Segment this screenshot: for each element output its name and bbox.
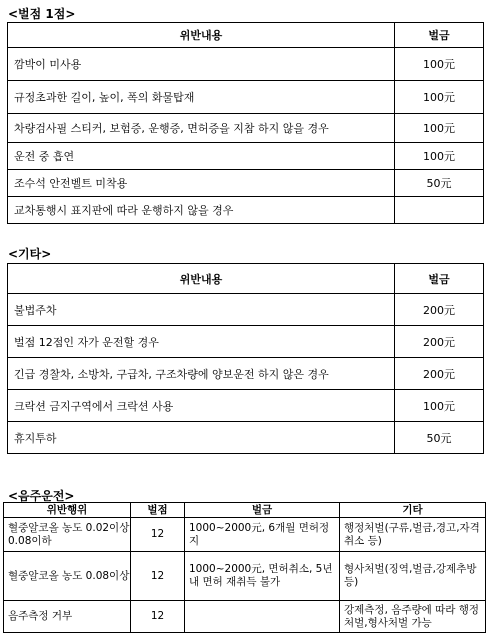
table-penalty-1 <box>7 22 484 224</box>
row-content: 벌점 12점인 자가 운전할 경우 <box>8 326 395 358</box>
section-title-other: <기타> <box>8 247 52 261</box>
row-content: 휴지투하 <box>8 422 395 454</box>
row-content: 깜박이 미사용 <box>8 48 395 81</box>
row-other: 형사처벌(징역,벌금,강제추방 등) <box>340 552 486 601</box>
header-violation: 위반내용 <box>8 23 395 48</box>
row-fine <box>185 601 340 633</box>
header-fine: 벌금 <box>185 503 340 518</box>
row-content: 규정초과한 길이, 높이, 폭의 화물탑재 <box>8 81 395 114</box>
header-violation: 위반행위 <box>4 503 131 518</box>
row-violation: 음주측정 거부 <box>4 601 131 633</box>
row-other: 행정처벌(구류,벌금,경고,자격취소 등) <box>340 518 486 552</box>
table-other <box>7 263 484 454</box>
row-points: 12 <box>131 552 185 601</box>
row-fine: 50元 <box>395 422 484 454</box>
row-content: 크락션 금지구역에서 크락션 사용 <box>8 390 395 422</box>
row-fine: 50元 <box>395 170 484 197</box>
row-fine: 200元 <box>395 326 484 358</box>
row-fine <box>395 197 484 224</box>
row-fine: 100元 <box>395 390 484 422</box>
row-violation: 혈중알코올 농도 0.02이상 0.08이하 <box>4 518 131 552</box>
header-fine: 벌금 <box>395 23 484 48</box>
row-points: 12 <box>131 601 185 633</box>
row-fine: 200元 <box>395 358 484 390</box>
row-content: 교차통행시 표지판에 따라 운행하지 않을 경우 <box>8 197 395 224</box>
row-fine: 200元 <box>395 294 484 326</box>
row-content: 운전 중 흡연 <box>8 143 395 170</box>
row-fine: 1000~2000元, 6개월 면허정지 <box>185 518 340 552</box>
section-title-drunk-driving: <음주운전> <box>8 489 75 503</box>
header-violation: 위반내용 <box>8 264 395 294</box>
header-other: 기타 <box>340 503 486 518</box>
row-other: 강제측정, 음주량에 따라 행정처벌,형사처벌 가능 <box>340 601 486 633</box>
header-points: 벌점 <box>131 503 185 518</box>
section-title-penalty-1: <벌점 1점> <box>8 7 76 21</box>
header-fine: 벌금 <box>395 264 484 294</box>
row-fine: 1000~2000元, 면허취소, 5년내 면허 재취득 불가 <box>185 552 340 601</box>
row-content: 조수석 안전벨트 미착용 <box>8 170 395 197</box>
table-drunk-driving <box>3 502 486 633</box>
row-fine: 100元 <box>395 81 484 114</box>
row-points: 12 <box>131 518 185 552</box>
row-content: 불법주차 <box>8 294 395 326</box>
row-content: 차량검사필 스티커, 보험증, 운행증, 면허증을 지참 하지 않을 경우 <box>8 114 395 143</box>
row-content: 긴급 경찰차, 소방차, 구급차, 구조차량에 양보운전 하지 않은 경우 <box>8 358 395 390</box>
row-violation: 혈중알코올 농도 0.08이상 <box>4 552 131 601</box>
row-fine: 100元 <box>395 143 484 170</box>
row-fine: 100元 <box>395 114 484 143</box>
row-fine: 100元 <box>395 48 484 81</box>
